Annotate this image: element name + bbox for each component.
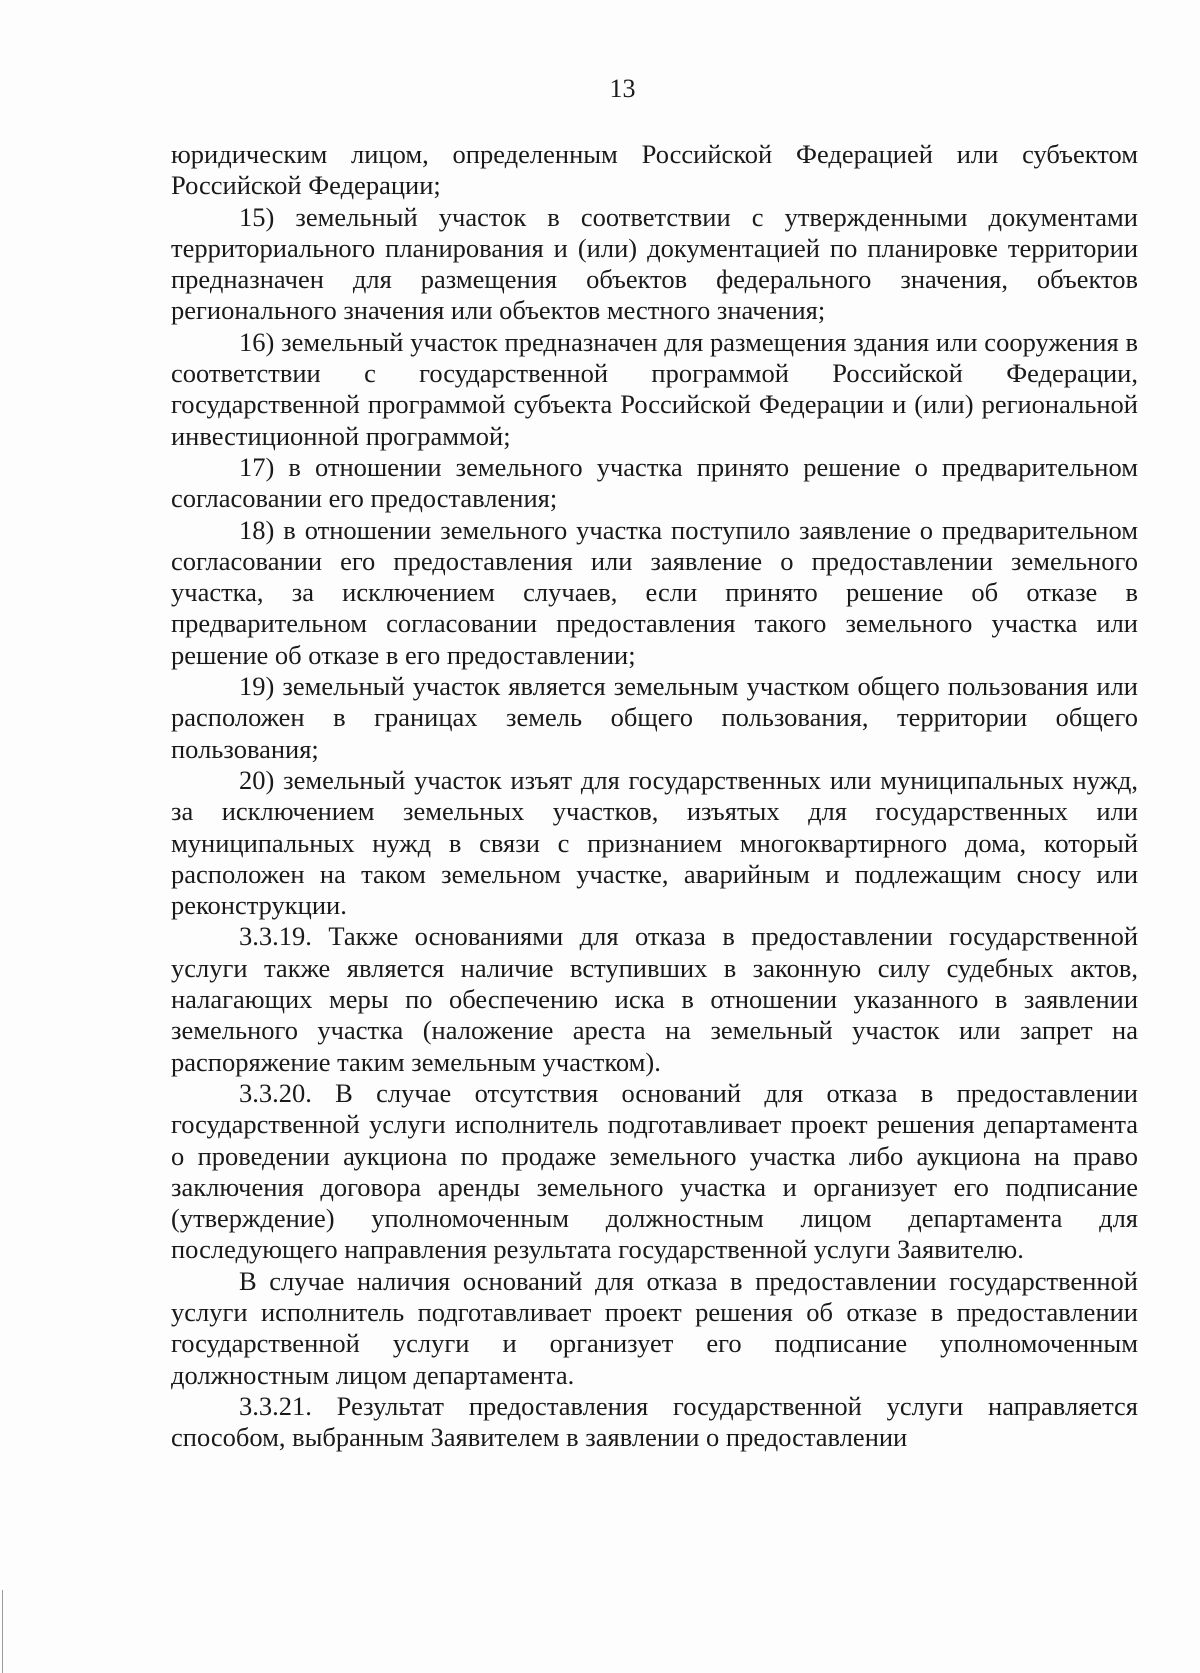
list-item-15: 15) земельный участок в соответствии с утвержденными документами территориального планирования и (или) документацией по планировке территории предназначен для размещения объектов федерального значения, объектов регионального значения или объектов местного значения; xyxy=(171,201,1138,326)
clause-3-3-19: 3.3.19. Также основаниями для отказа в предоставлении государственной услуги также является наличие вступивших в законную силу судебных актов, налагающих меры по обеспечению иска в отношении указанного в заявлении земельного участка (наложение ареста на земельный участок или запрет на распоряжение таким земельным участком). xyxy=(171,921,1138,1077)
list-item-16: 16) земельный участок предназначен для размещения здания или сооружения в соответствии с государственной программой Российской Федерации, государственной программой субъекта Российской Федерации и (или) региональной инвестиционной программой; xyxy=(171,326,1138,451)
list-item-19: 19) земельный участок является земельным участком общего пользования или расположен в границах земель общего пользования, территории общего пользования; xyxy=(171,671,1138,764)
scan-edge-line xyxy=(2,1590,3,1673)
list-item-17: 17) в отношении земельного участка принято решение о предварительном согласовании его предоставления; xyxy=(171,451,1138,514)
clause-3-3-20: 3.3.20. В случае отсутствия оснований для отказа в предоставлении государственной услуги исполнитель подготавливает проект решения департамента о проведении аукциона по продаже земельного участка либо аукциона на право заключения договора аренды земельного участка и организует его подписание (утверждение) уполномоченным должностным лицом департамента для последующего направления результата государственной услуги Заявителю. xyxy=(171,1077,1138,1265)
list-item-18: 18) в отношении земельного участка поступило заявление о предварительном согласовании его предоставления или заявление о предоставлении земельного участка, за исключением случаев, если принято решение об отказе в предварительном согласовании предоставления такого земельного участка или решение об отказе в его предоставлении; xyxy=(171,514,1138,670)
refusal-paragraph: В случае наличия оснований для отказа в предоставлении государственной услуги исполнитель подготавливает проект решения об отказе в предоставлении государственной услуги и организует его подписание уполномоченным должностным лицом департамента. xyxy=(171,1265,1138,1390)
clause-3-3-21: 3.3.21. Результат предоставления государственной услуги направляется способом, выбранным Заявителем в заявлении о предоставлении xyxy=(171,1390,1138,1453)
paragraph-continuation: юридическим лицом, определенным Российской Федерацией или субъектом Российской Федерации; xyxy=(171,139,1138,201)
document-body xyxy=(171,139,1138,1453)
list-item-20: 20) земельный участок изъят для государственных или муниципальных нужд, за исключением земельных участков, изъятых для государственных или муниципальных нужд в связи с признанием многоквартирного дома, который расположен на таком земельном участке, аварийным и подлежащим сносу или реконструкции. xyxy=(171,764,1138,921)
page-number: 13 xyxy=(609,74,636,103)
